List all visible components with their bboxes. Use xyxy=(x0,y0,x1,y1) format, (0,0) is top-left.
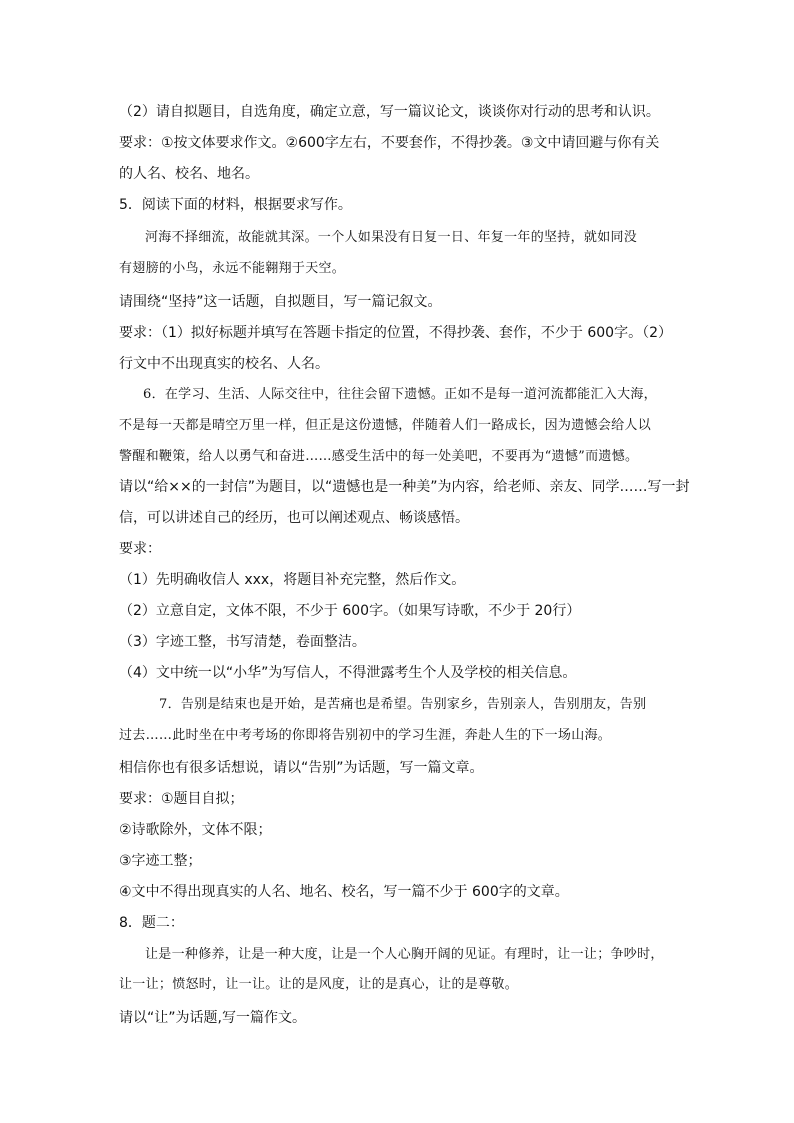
text-line: 的人名、校名、地名。 xyxy=(119,166,259,182)
text-line: 相信你也有很多话想说，请以“告别”为话题，写一篇文章。 xyxy=(119,760,484,776)
text-line: （1）先明确收信人 xxx，将题目补充完整，然后作文。 xyxy=(119,572,466,588)
text-line: ②诗歌除外，文体不限； xyxy=(119,822,272,838)
material-text: 7．告别是结束也是开始，是苦痛也是希望。告别家乡，告别亲人，告别朋友，告别 xyxy=(159,697,647,712)
text-line: 行文中不出现真实的校名、人名。 xyxy=(119,356,329,372)
material-text: 6．在学习、生活、人际交往中，往往会留下遗憾。正如不是每一道河流都能汇入大海， xyxy=(143,387,657,402)
text-line: （2）立意自定，文体不限，不少于 600字。（如果写诗歌，不少于 20行） xyxy=(119,603,581,619)
text-line: （2）请自拟题目，自选角度，确定立意，写一篇议论文，谈谈你对行动的思考和认识。 xyxy=(119,104,660,120)
material-text: 有翅膀的小鸟，永远不能翱翔于天空。 xyxy=(119,261,346,276)
text-line: 要求：①按文体要求作文。②600字左右，不要套作，不得抄袭。③文中请回避与你有关 xyxy=(119,135,660,151)
material-text: 让是一种修养，让是一种大度，让是一个人心胸开阔的见证。有理时，让一让；争吵时， xyxy=(145,947,664,962)
material-text: 河海不择细流，故能就其深。一个人如果没有日复一日、年复一年的坚持，就如同没 xyxy=(145,230,638,245)
text-line: 请围绕“坚持”这一话题，自拟题目，写一篇记叙文。 xyxy=(119,294,442,310)
text-line: 8．题二： xyxy=(119,915,184,931)
text-line: 要求： xyxy=(119,541,161,557)
text-line: 请以“让”为话题,写一篇作文。 xyxy=(119,1010,306,1026)
text-line: 要求：（1）拟好标题并填写在答题卡指定的位置，不得抄袭、套作，不少于 600字。（2） xyxy=(119,325,672,341)
material-text: 警醒和鞭策，给人以勇气和奋进……感受生活中的每一处美吧，不要再为“遗憾”而遗憾。 xyxy=(119,449,639,464)
material-text: 过去……此时坐在中考考场的你即将告别初中的学习生涯，奔赴人生的下一场山海。 xyxy=(119,728,612,743)
text-line: ③字迹工整； xyxy=(119,853,202,869)
text-line: ④文中不得出现真实的人名、地名、校名，写一篇不少于 600字的文章。 xyxy=(119,884,569,900)
material-text: 让一让；愤怒时，让一让。让的是风度，让的是真心，让的是尊敬。 xyxy=(119,977,519,992)
material-text: 不是每一天都是晴空万里一样，但正是这份遗憾，伴随着人们一路成长，因为遗憾会给人以 xyxy=(119,418,652,433)
text-line: 信，可以讲述自己的经历，也可以阐述观点、畅谈感悟。 xyxy=(119,510,469,526)
text-line: 请以“给××的一封信”为题目，以“遗憾也是一种美”为内容，给老师、亲友、同学……写一封 xyxy=(119,479,690,495)
text-line: （3）字迹工整，书写清楚，卷面整洁。 xyxy=(119,634,366,650)
text-line: 5．阅读下面的材料，根据要求写作。 xyxy=(119,197,352,213)
text-line: 要求：①题目自拟； xyxy=(119,791,244,807)
text-line: （4）文中统一以“小华”为写信人，不得泄露考生个人及学校的相关信息。 xyxy=(119,665,577,681)
